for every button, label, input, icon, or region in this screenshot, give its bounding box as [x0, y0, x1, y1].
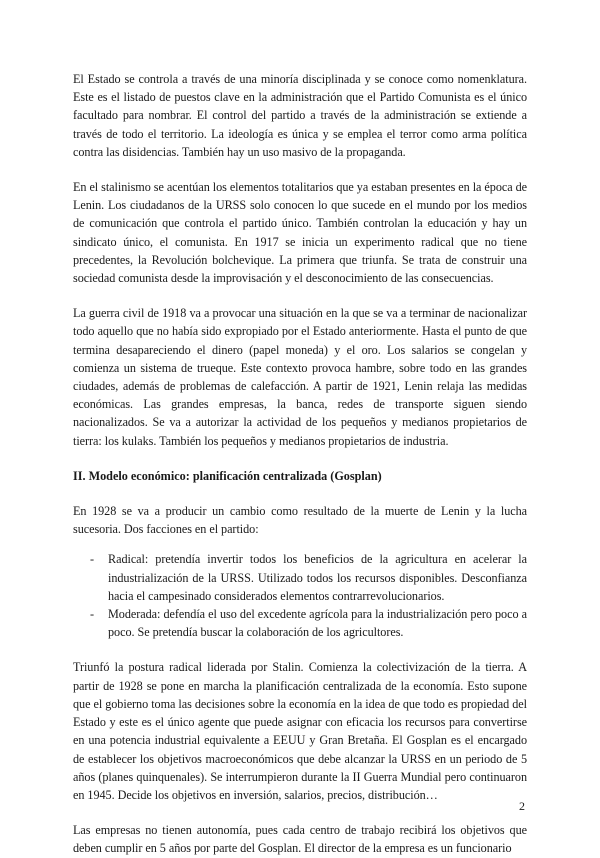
factions-list	[73, 550, 527, 641]
section-heading: II. Modelo económico: planificación centralizada (Gosplan)	[73, 468, 382, 483]
paragraph-guerra-civil: La guerra civil de 1918 va a provocar una situación en la que se va a terminar de nacionalizar todo aquello que no había sido expropiado por el Estado anteriormente. Hasta el punto de que termina desapareciendo el dinero (papel moneda) y el oro. Los salarios se congelan y comienza un sistema de trueque. Este contexto provoca hambre, sobre todo en las grandes ciudades, además de problemas de calefacción. A partir de 1921, Lenin relaja las medidas económicas. Las grandes empresas, la banca, redes de transporte siguen siendo nacionalizados. Se va a autorizar la actividad de los pequeños y medianos propietarios de tierra: los kulaks. También los pequeños y medianos propietarios de industria.	[73, 306, 527, 448]
paragraph-nomenklatura: El Estado se controla a través de una minoría disciplinada y se conoce como nomenklatura. Este es el listado de puestos clave en la administración que el Partido Comunista es el único facultado para nombrar. El control del partido a través de la administración se extiende a través de todo el territorio. La ideología es única y se emplea el terror como arma política contra las disidencias. También hay un uso masivo de la propaganda.	[73, 72, 527, 159]
list-item-text: Radical: pretendía invertir todos los beneficios de la agricultura en acelerar la industrialización de la URSS. Utilizado todos los recursos disponibles. Desconfianza hacia el campesinado considerados elementos contrarrevolucionarios.	[108, 552, 527, 603]
paragraph-cambio-1928: En 1928 se va a producir un cambio como resultado de la muerte de Lenin y la lucha sucesoria. Dos facciones en el partido:	[73, 504, 527, 537]
page-number: 2	[519, 799, 525, 813]
list-item-moderada	[73, 605, 527, 641]
dash-bullet-icon: -	[90, 607, 95, 622]
list-item-text: Moderada: defendía el uso del excedente agrícola para la industrialización pero poco a poco. Se pretendía buscar la colaboración de los agricultores.	[108, 607, 527, 640]
paragraph-stalinismo: En el stalinismo se acentúan los elementos totalitarios que ya estaban presentes en la época de Lenin. Los ciudadanos de la URSS solo conocen lo que sucede en el mundo por los medios de comunicación que controla el partido único. También controlan la educación y hay un sindicato único, el comunista. En 1917 se inicia un experimento radical que no tiene precedentes, la Revolución bolchevique. La primera que triunfa. Se trata de construir una sociedad comunista desde la improvisación y el desconocimiento de las consecuencias.	[73, 180, 527, 286]
list-item-radical	[73, 550, 527, 605]
paragraph-empresas: Las empresas no tienen autonomía, pues cada centro de trabajo recibirá los objetivos que deben cumplir en 5 años por parte del Gosplan. El director de la empresa es un funcionario	[73, 823, 527, 856]
dash-bullet-icon: -	[90, 552, 95, 567]
paragraph-gosplan: Triunfó la postura radical liderada por Stalin. Comienza la colectivización de la tierra. A partir de 1928 se pone en marcha la planificación centralizada de la economía. Esto supone que el gobierno toma las decisiones sobre la economía en la idea de que todo es propiedad del Estado y este es el único agente que puede asignar con eficacia los recursos para convertirse en una potencia industrial equivalente a EEUU y Gran Bretaña. El Gosplan es el encargado de establecer los objetivos macroeconómicos que debe alcanzar la URSS en un periodo de 5 años (planes quinquenales). Se interrumpieron durante la II Guerra Mundial pero continuaron en 1945. Decide los objetivos en inversión, salarios, precios, distribución…	[73, 660, 527, 802]
document-page	[73, 70, 527, 858]
